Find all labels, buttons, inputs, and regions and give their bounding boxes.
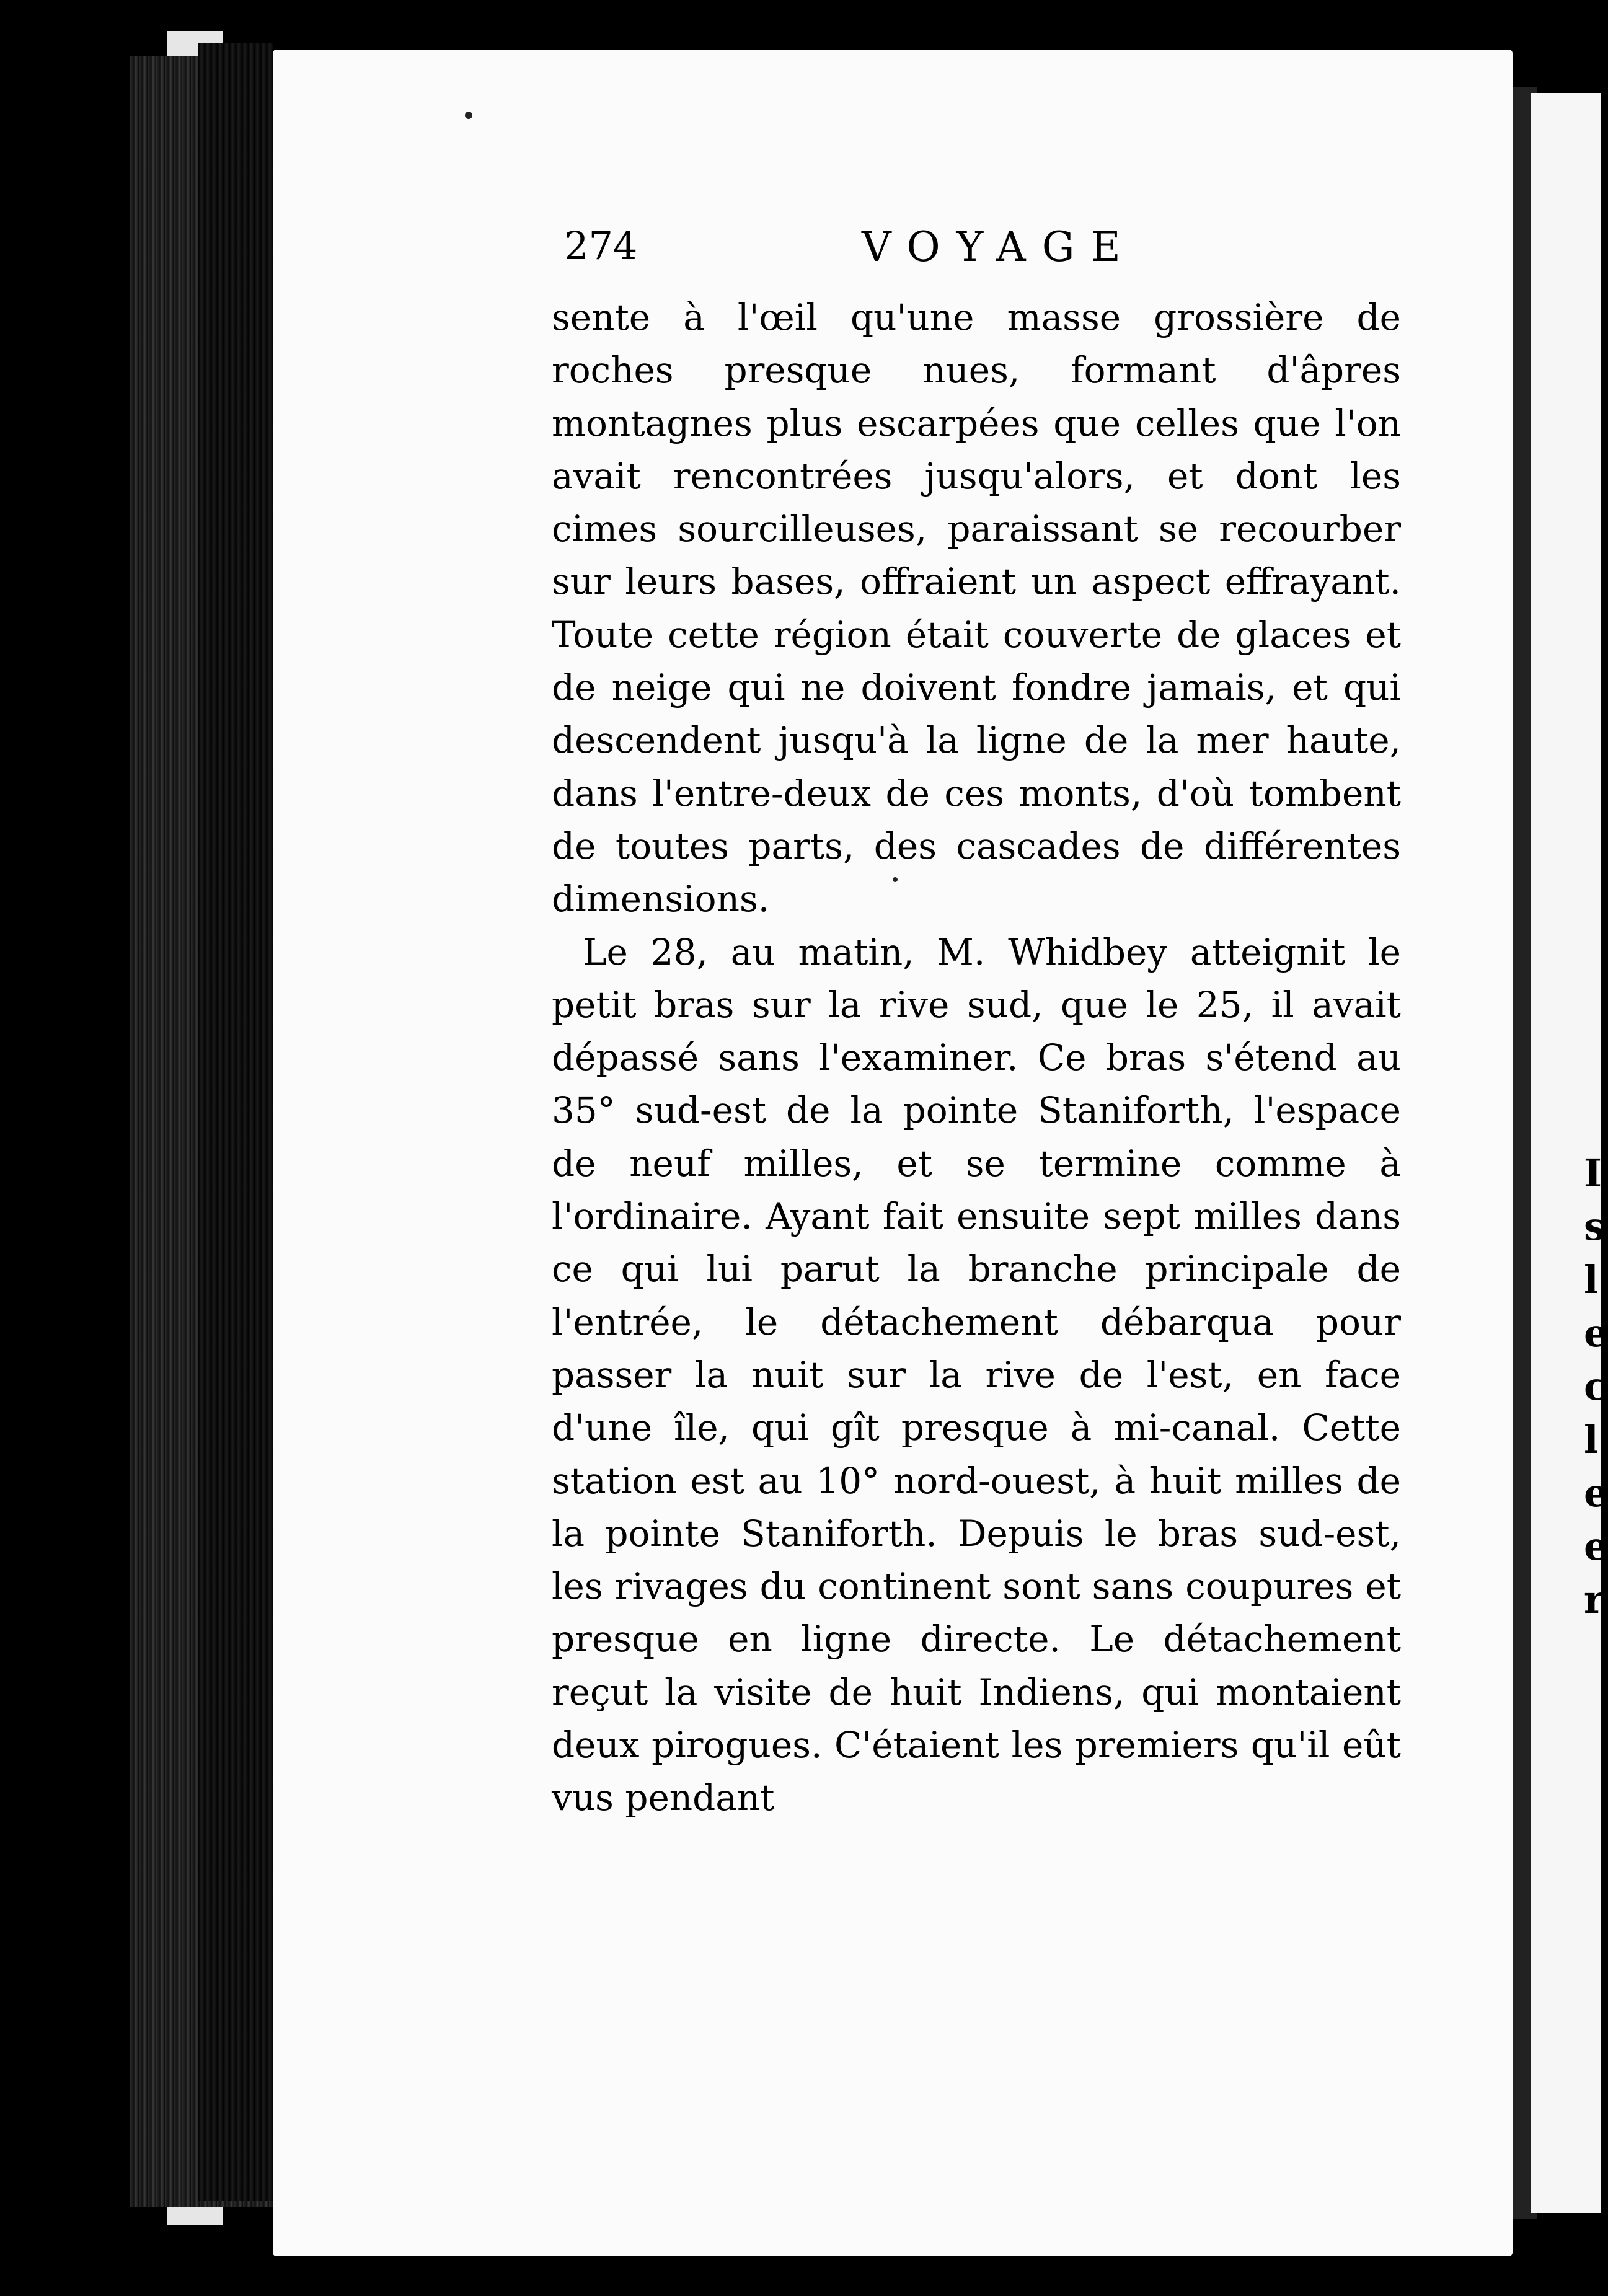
page-header xyxy=(564,223,1413,279)
paragraph-continued: sente à l'œil qu'une masse grossière de roches presque nues, formant d'âpres montagnes plus escarpées que celles que l'on avait rencontrées jusqu'alors, et dont les cimes sourcilleuses, paraissant se recourber sur leurs bases, offraient un aspect effrayant. Toute cette région était couverte de glaces et de neige qui ne doivent fondre jamais, et qui descendent jusqu'à la ligne de la mer haute, dans l'entre-deux de ces monts, d'où tombent de toutes parts, des cascades de différentes dimensions. xyxy=(552,296,1401,921)
running-title: VOYAGE xyxy=(862,223,1137,271)
page-number: 274 xyxy=(564,223,638,268)
body-text xyxy=(552,291,1401,1825)
adjacent-page-margin-text: I s l e c l e e r xyxy=(1584,1150,1608,1622)
book-binding-shadow xyxy=(198,43,273,2201)
paragraph: Le 28, au matin, M. Whidbey atteignit le petit bras sur la rive sud, que le 25, il avait dépassé sans l'examiner. Ce bras s'étend au 35° sud-est de la pointe Staniforth, l'espace de neuf milles, et se termine comme à l'ordinaire. Ayant fait ensuite sept milles dans ce qui lui parut la branche principale de l'entrée, le détachement débarqua pour passer la nuit sur la rive de l'est, en face d'une île, qui gît presque à mi-canal. Cette station est au 10° nord-ouest, à huit milles de la pointe Staniforth. Depuis le bras sud-est, les rivages du continent sont sans coupures et presque en ligne directe. Le détachement reçut la visite de huit Indiens, qui montaient deux pirogues. C'étaient les premiers qu'il eût vus pendant xyxy=(552,930,1401,1819)
ink-speck xyxy=(465,112,472,119)
